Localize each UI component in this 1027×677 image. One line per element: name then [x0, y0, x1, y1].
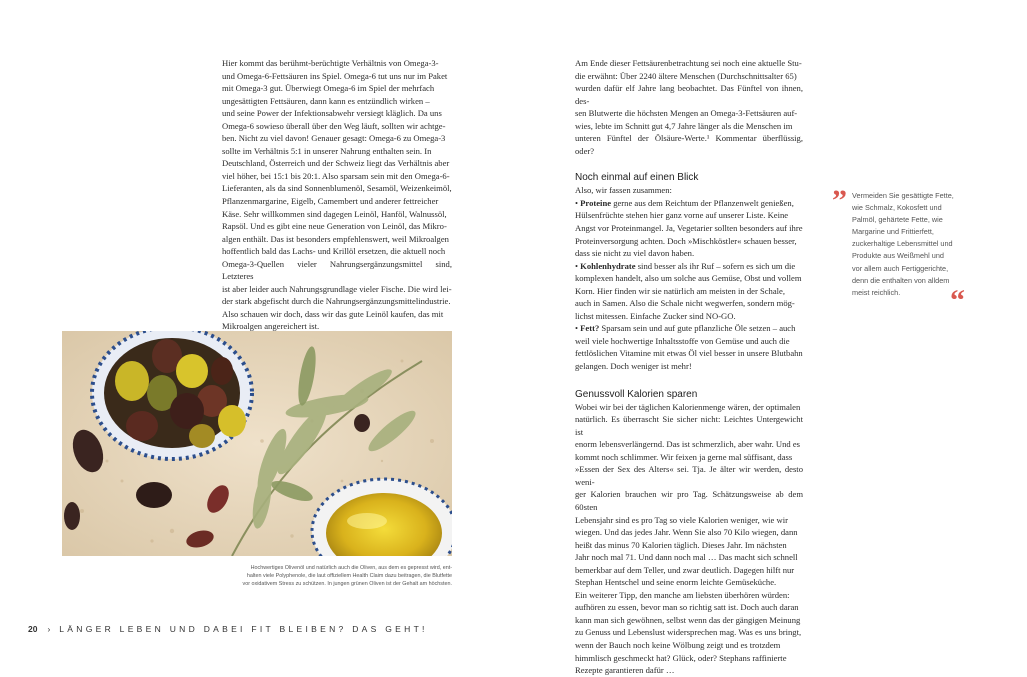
- quote-line: vor allem auch Fertiggerichte,: [852, 263, 949, 273]
- text-line: Rezepte garantieren dafür …: [575, 665, 675, 676]
- text-line: Jahr noch mal 71. Und dann noch mal … Das macht sich schnell: [575, 552, 798, 563]
- text-line: weil viele hochwertige Inhaltsstoffe von Gemüse und auch die: [575, 335, 790, 346]
- pull-quote-text: [852, 190, 970, 299]
- section-heading-calories: Genussvoll Kalorien sparen: [575, 388, 698, 400]
- text-line: Wobei wir bei der täglichen Kalorienmenge wären, der optimalen: [575, 401, 801, 412]
- quote-line: Vermeiden Sie gesättigte Fette,: [852, 191, 954, 200]
- bullet-carbohydrates: [575, 260, 803, 273]
- text-line: auch in Samen. Also die Schale nicht wegwerfen, sondern mög-: [575, 298, 795, 309]
- right-text-column: [575, 57, 803, 677]
- text-line: Am Ende dieser Fettsäurenbetrachtung sei noch eine aktuelle Stu-: [575, 58, 802, 68]
- text-line: wiegen. Und das jedes Jahr. Wenn Sie also 70 Kilo wiegen, dann: [575, 527, 798, 538]
- bullet-mark: •: [575, 197, 579, 208]
- text-line: und Omega-6-Fettsäuren ins Spiel. Omega-6 tut uns nur im Paket: [222, 70, 448, 81]
- text-line: heißt das minus 70 Kalorien täglich. Dieses Jahr. Im nächsten: [575, 539, 787, 550]
- text-line: gerne aus dem Reichtum der Pflanzenwelt genießen,: [611, 197, 794, 208]
- text-line: Proteinversorgung achten. Doch »Mischköstler« schauen besser,: [575, 235, 797, 246]
- quote-close-mark: “: [950, 284, 965, 317]
- page-footer: [28, 624, 428, 634]
- bullet-bold: Proteine: [580, 197, 612, 208]
- text-line: lichst mitessen. Einfache Zucker sind NO-GO.: [575, 310, 736, 321]
- text-line: kann man sich gewöhnen, selbst wenn das der gängigen Meinung: [575, 614, 801, 625]
- text-line: Lieferanten, als da sind Sonnenblumenöl, Sesamöl, Weizenkeimöl,: [222, 183, 452, 194]
- text-line: Omega-6 sowieso überall über den Weg läuft, sollten wir achtge-: [222, 120, 446, 131]
- text-line: Hülsenfrüchte stehen hier ganz vorne auf unserer Liste. Keine: [575, 210, 789, 221]
- text-line: Rapsöl. Und es gibt eine neue Generation von Leinöl, das Mikro-: [222, 221, 447, 232]
- text-line: Deutschland, Österreich und der Schweiz liegt das Verhältnis aber: [222, 158, 450, 169]
- text-line: Pflanzenmargarine, Eigelb, Camembert und anderer fettreicher: [222, 196, 439, 207]
- quote-line: wie Schmalz, Kokosfett und: [852, 203, 942, 213]
- quote-line: zuckerhaltige Lebensmittel und: [852, 239, 953, 249]
- photo-caption: [222, 564, 452, 588]
- left-text-column: [222, 57, 452, 333]
- bullet-mark: •: [575, 260, 579, 271]
- text-line: Omega-3-Quellen vieler Nahrungsergänzungsmittel sind, Letzteres: [222, 258, 452, 282]
- text-line: ger Kalorien brauchen wir pro Tag. Schätzungsweise ab dem 60sten: [575, 489, 803, 512]
- text-line: unteren Fünftel der Ölsäure-Werte.¹ Kommentar überflüssig, oder?: [575, 133, 803, 156]
- text-line: sollte im Verhältnis 5:1 in unserer Nahrung enthalten sein. In: [222, 145, 432, 156]
- text-line: hoffentlich bald das Lachs- und Krillöl ersetzen, die aktuell noch: [222, 246, 446, 257]
- text-line: der stark abgefischt durch die Nahrungsergänzungsmittelindustrie.: [222, 296, 451, 307]
- text-line: wies, lebte im Schnitt gut 4,7 Jahre länger als die Menschen im: [575, 120, 793, 131]
- bullet-bold: Fett?: [580, 323, 600, 334]
- text-line: kommt noch schlimmer. Wir feixen ja gerne mal süffisant, dass: [575, 451, 793, 462]
- text-line: ist aber leider auch Nahrungsgrundlage vieler Fische. Die wird lei-: [222, 283, 452, 294]
- quote-line: meist reichlich.: [852, 287, 901, 297]
- text-line: Korn. Hier finden wir sie natürlich am meisten in der Schale,: [575, 285, 786, 296]
- text-line: ben. Nicht zu viel davon! Genauer gesagt: Omega-6 zu Omega-3: [222, 133, 446, 144]
- caption-line: Hochwertiges Olivenöl und natürlich auch die Oliven, aus dem es gepresst wird, ent-: [250, 565, 452, 571]
- text-line: dass sie nicht zu viel davon haben.: [575, 248, 695, 259]
- text-line: Mikroalgen angereichert ist.: [222, 321, 320, 332]
- quote-line: Margarine und Frittierfett,: [852, 227, 934, 237]
- quote-line: denn die enthalten von alldem: [852, 275, 950, 285]
- text-line: sind besser als ihr Ruf – sofern es sich um die: [635, 260, 796, 271]
- quote-open-mark: ”: [832, 184, 847, 217]
- section-heading-summary: Noch einmal auf einen Blick: [575, 172, 699, 184]
- text-line: Lebensjahr sind es pro Tag so viele Kalorien weniger, wie wir: [575, 514, 788, 525]
- page-number: 20: [28, 624, 38, 634]
- olives-olive-oil-photo: [62, 331, 452, 556]
- text-line: Käse. Sehr willkommen sind dagegen Leinöl, Hanföl, Walnussöl,: [222, 208, 447, 219]
- text-line: algen enthält. Das ist besonders empfehlenswert, weil Mikroalgen: [222, 233, 449, 244]
- text-line: fettlöslichen Vitamine mit etwas Öl viel besser in unsere Blutbahn: [575, 348, 803, 359]
- text-line: Hier kommt das berühmt-berüchtigte Verhältnis von Omega-3-: [222, 58, 439, 68]
- text-line: »Essen der Sex des Alters« sei. Tja. Je älter wir werden, desto weni-: [575, 464, 803, 487]
- caption-line: halten viele Polyphenole, die laut offiziellem Health Claim dazu beitragen, die Blutfette: [246, 573, 452, 579]
- bullet-proteins: [575, 197, 803, 210]
- quote-line: Produkte aus Weißmehl und: [852, 251, 944, 261]
- text-line: Ein weiterer Tipp, den manche am liebsten überhören würden:: [575, 589, 790, 600]
- text-line: zu Genuss und Lebenslust widersprechen mag. Was es uns bringt,: [575, 627, 802, 638]
- text-line: enorm lebensverlängernd. Das ist schmerzlich, aber wahr. Und es: [575, 439, 801, 450]
- text-line: wenn der Bauch noch keine Wölbung zeigt und es trotzdem: [575, 639, 781, 650]
- text-line: viel höher, bei 15:1 bis 20:1. Also sparsam sein mit den Omega-6-: [222, 170, 450, 181]
- text-line: sen Blutwerte die höchsten Mengen an Omega-3-Fettsäuren auf-: [575, 108, 798, 119]
- text-line: bemerkbar auf dem Teller, und zwar deutlich. Dagegen hilft nur: [575, 564, 795, 575]
- bullet-mark: •: [575, 323, 579, 334]
- summary-intro: Also, wir fassen zusammen:: [575, 185, 672, 196]
- text-line: mit Omega-3 gut. Überwiegt Omega-6 im Spiel der mehrfach: [222, 83, 435, 94]
- text-line: Also schauen wir doch, dass wir das gute Leinöl kaufen, das mit: [222, 308, 444, 319]
- text-line: himmlisch geschmeckt hat? Glück, oder? Stephans raffinierte: [575, 652, 787, 663]
- caption-line: vor oxidativem Stress zu schützen. In jungen grünen Oliven ist der Gehalt am höchsten.: [242, 581, 452, 587]
- bullet-fat: [575, 322, 803, 335]
- text-line: natürlich. Es überrascht Sie sicher nicht: Leichtes Untergewicht ist: [575, 414, 803, 437]
- running-title: › LÄNGER LEBEN UND DABEI FIT BLEIBEN? DAS GEHT!: [47, 624, 428, 634]
- text-line: komplexen handelt, also um solche aus Gemüse, Obst und vollem: [575, 273, 802, 284]
- text-line: ungesättigten Fettsäuren, dann kann es entzündlich wirken –: [222, 95, 430, 106]
- text-line: Sparsam sein und auf gute pflanzliche Öle setzen – auch: [599, 323, 796, 334]
- text-line: wurden dafür elf Jahre lang beobachtet. Das Fünftel von ihnen, des-: [575, 83, 803, 106]
- text-line: gelangen. Doch weniger ist mehr!: [575, 361, 692, 372]
- bullet-bold: Kohlenhydrate: [580, 260, 636, 271]
- quote-line: Palmöl, gehärtete Fette, wie: [852, 215, 943, 225]
- text-line: aufhören zu essen, bevor man so richtig satt ist. Doch auch daran: [575, 602, 799, 613]
- text-line: und seine Power der Infektionsabwehr versiegt kläglich. Da uns: [222, 108, 442, 119]
- text-line: Angst vor Proteinmangel. Ja, Vegetarier sollten besonders auf ihre: [575, 223, 803, 234]
- text-line: Stephan Hentschel und seine enorm leichte Gemüseküche.: [575, 577, 777, 588]
- text-line: die erwähnt: Über 2240 ältere Menschen (Durchschnittsalter 65): [575, 70, 797, 81]
